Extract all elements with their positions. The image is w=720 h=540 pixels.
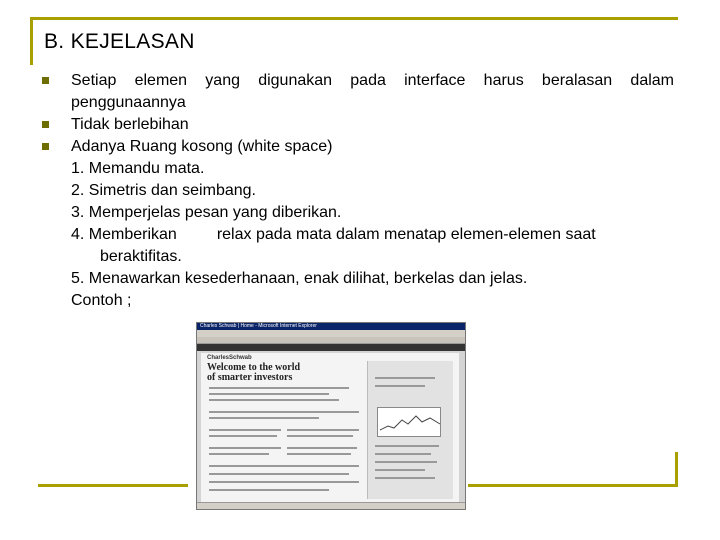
page-text-line — [209, 417, 319, 419]
headline-line-1: Welcome to the world — [207, 362, 301, 373]
list-item-4-part-c: beraktifitas. — [100, 248, 182, 265]
site-logo: CharlesSchwab — [207, 355, 252, 361]
frame-right-line — [675, 452, 678, 487]
list-item: 1. Memandu mata. — [71, 160, 205, 177]
frame-left-line — [30, 17, 33, 65]
sidebar-text-line — [375, 385, 425, 387]
browser-title-bar: Charles Schwab | Home - Microsoft Internet Explorer — [197, 323, 465, 330]
list-item: 2. Simetris dan seimbang. — [71, 182, 256, 199]
page-text-line — [209, 465, 359, 467]
page-text-line — [287, 435, 353, 437]
sidebar-text-line — [375, 477, 435, 479]
list-item: 3. Memperjelas pesan yang diberikan. — [71, 204, 342, 221]
frame-top-line — [30, 17, 678, 20]
page-text-line — [209, 393, 329, 395]
frame-bottom-right-line — [468, 484, 678, 487]
page-text-line — [287, 453, 351, 455]
sidebar-text-line — [375, 469, 425, 471]
page-text-line — [287, 447, 357, 449]
site-nav-strip — [197, 344, 465, 351]
bullet-item — [42, 70, 674, 114]
frame-bottom-left-line — [38, 484, 188, 487]
page-text-line — [209, 411, 359, 413]
page-text-line — [209, 489, 329, 491]
page-text-line — [209, 453, 269, 455]
example-label: Contoh ; — [71, 292, 132, 309]
welcome-headline — [207, 363, 300, 383]
bullet-item — [42, 114, 674, 136]
list-item-4 — [42, 224, 674, 268]
bullet-text: Tidak berlebihan — [71, 116, 189, 133]
square-bullet-icon — [42, 77, 49, 84]
page-text-line — [209, 481, 359, 483]
sidebar-text-line — [375, 453, 431, 455]
headline-line-2: of smarter investors — [207, 372, 293, 383]
page-text-line — [209, 473, 349, 475]
example-website-screenshot — [196, 322, 466, 510]
square-bullet-icon — [42, 121, 49, 128]
bullet-text: Setiap elemen yang digunakan pada interface harus beralasan dalam penggunaannya — [71, 72, 674, 111]
page-text-line — [209, 435, 277, 437]
browser-toolbar — [197, 337, 465, 344]
square-bullet-icon — [42, 143, 49, 150]
list-item-4-part-b: relax pada mata dalam menatap elemen-elemen saat — [216, 226, 596, 243]
page-text-line — [209, 387, 349, 389]
sidebar-text-line — [375, 445, 439, 447]
bullet-text: Adanya Ruang kosong (white space) — [71, 138, 333, 155]
list-item: 5. Menawarkan kesederhanaan, enak dilihat, berkelas dan jelas. — [71, 270, 528, 287]
sidebar-text-line — [375, 377, 435, 379]
page-text-line — [209, 447, 281, 449]
sidebar-text-line — [375, 461, 437, 463]
slide-content — [42, 70, 674, 312]
page-text-line — [209, 399, 339, 401]
browser-menu-bar — [197, 330, 465, 337]
browser-status-bar — [197, 502, 465, 509]
bullet-item — [42, 136, 674, 158]
page-text-line — [209, 429, 281, 431]
list-item-4-part-a: 4. Memberikan — [71, 226, 177, 243]
page-text-line — [287, 429, 359, 431]
web-page — [201, 353, 459, 503]
slide-title: B. KEJELASAN — [44, 30, 195, 53]
stock-chart-thumbnail — [377, 407, 441, 437]
